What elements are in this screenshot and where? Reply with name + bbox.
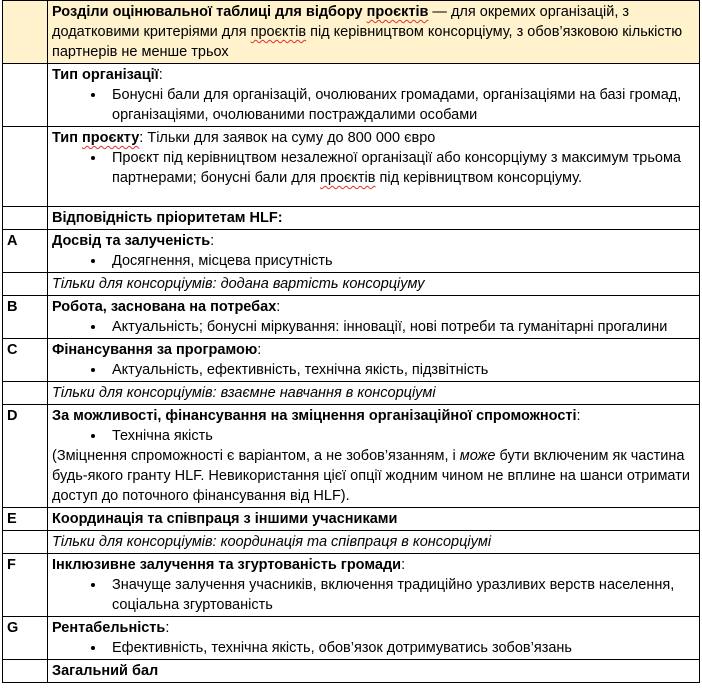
section-d-row: D За можливості, фінансування на зміцнення організаційної спроможності: • Технічна якість (Зміцнення спроможності є варіантом, а не зобов’язанням, і може бути включеним як частина будь-якого гранту HLF. Невикористання цієї опції жодним чином не вплине на шанси отримати доступ до поточного фінансування від HLF).: [3, 405, 700, 508]
section-letter: A: [3, 230, 48, 273]
section-title: Координація та співпраця з іншими учасниками: [48, 508, 700, 531]
section-c-consortium-row: [3, 382, 700, 405]
header-row: [3, 1, 700, 64]
org-type-title: Тип організації: [52, 67, 159, 83]
section-bullet: • Актуальність; бонусні міркування: інновації, нові потреби та гуманітарні прогалини: [106, 317, 695, 337]
section-title: Фінансування за програмою: [52, 342, 258, 358]
section-f-row: F Інклюзивне залучення та згуртованість громади: • Значуще залучення учасників, включення традиційно уразливих верств населення, соціальна згуртованість: [3, 554, 700, 617]
consortium-note: Тільки для консорціумів: взаємне навчання в консорціумі: [48, 382, 700, 405]
org-type-row: Тип організації: • Бонусні бали для організацій, очолюваних громадами, організаціями на базі громад, організаціями, очолюваними постраждалими особами: [3, 64, 700, 127]
consortium-note: Тільки для консорціумів: координація та співпраця в консорціумі: [48, 531, 700, 554]
section-title: За можливості, фінансування на зміцнення організаційної спроможності: [52, 408, 577, 424]
header-bold-text: Розділи оцінювальної таблиці для відбору: [52, 4, 367, 20]
priorities-row: [3, 207, 700, 230]
total-score-label: Загальний бал: [48, 660, 700, 683]
header-normal-text-end: під керівництвом консорціуму, з обов’язковою кількістю партнерів не менше трьох: [52, 24, 683, 60]
header-normal-wavy: проєктів: [250, 24, 307, 40]
header-text: [48, 1, 700, 64]
section-bullet: • Актуальність, ефективність, технічна якість, підзвітність: [106, 360, 695, 380]
section-c-row: C Фінансування за програмою: • Актуальність, ефективність, технічна якість, підзвітність: [3, 339, 700, 382]
header-normal-text: — для окремих організацій, з додатковими критеріями для: [52, 4, 630, 40]
scoring-table: [2, 0, 700, 683]
section-bullet: • Ефективність, технічна якість, обов’язок дотримуватись зобов’язань: [106, 638, 695, 658]
header-letter-cell: [3, 1, 48, 64]
project-type-row: Тип проєкту: Тільки для заявок на суму до 800 000 євро • Проєкт під керівництвом незалежної організації або консорціуму з максимум трьома партнерами; бонусні бали для проєктів під керівництвом консорціуму.: [3, 127, 700, 207]
section-bullet: • Технічна якість: [106, 426, 695, 446]
capacity-note: (Зміцнення спроможності є варіантом, а не зобов’язанням, і може бути включеним як частина будь-якого гранту HLF. Невикористання цієї опції жодним чином не вплине на шанси отримати доступ до поточного фінансування від HLF).: [52, 448, 690, 504]
section-e-row: [3, 508, 700, 531]
header-bold-wavy: проєктів: [366, 4, 429, 20]
section-title: Робота, заснована на потребах: [52, 299, 277, 315]
section-title: Інклюзивне залучення та згуртованість громади: [52, 557, 402, 573]
section-e-consortium-row: [3, 531, 700, 554]
section-bullet: • Значуще залучення учасників, включення традиційно уразливих верств населення, соціальна згуртованість: [106, 575, 695, 615]
section-letter: E: [3, 508, 48, 531]
project-type-bullet: • Проєкт під керівництвом незалежної організації або консорціуму з максимум трьома партнерами; бонусні бали для проєктів під керівництвом консорціуму.: [106, 148, 695, 188]
section-a-row: A Досвід та залученість: • Досягнення, місцева присутність: [3, 230, 700, 273]
section-title: Рентабельність: [52, 620, 166, 636]
consortium-note: Тільки для консорціумів: додана вартість консорціуму: [48, 273, 700, 296]
section-title: Досвід та залученість: [52, 233, 211, 249]
section-letter: C: [3, 339, 48, 382]
section-a-consortium-row: [3, 273, 700, 296]
section-letter: F: [3, 554, 48, 617]
org-type-bullet: • Бонусні бали для організацій, очолюваних громадами, організаціями на базі громад, організаціями, очолюваними постраждалими особами: [106, 85, 695, 125]
section-bullet: • Досягнення, місцева присутність: [106, 251, 695, 271]
priorities-title: Відповідність пріоритетам HLF:: [48, 207, 700, 230]
section-g-row: G Рентабельність: • Ефективність, технічна якість, обов’язок дотримуватись зобов’язань: [3, 617, 700, 660]
section-letter: G: [3, 617, 48, 660]
section-letter: D: [3, 405, 48, 508]
section-b-row: B Робота, заснована на потребах: • Актуальність; бонусні міркування: інновації, нові потреби та гуманітарні прогалини: [3, 296, 700, 339]
project-type-title: Тип: [52, 130, 83, 146]
section-letter: B: [3, 296, 48, 339]
total-row: [3, 660, 700, 683]
